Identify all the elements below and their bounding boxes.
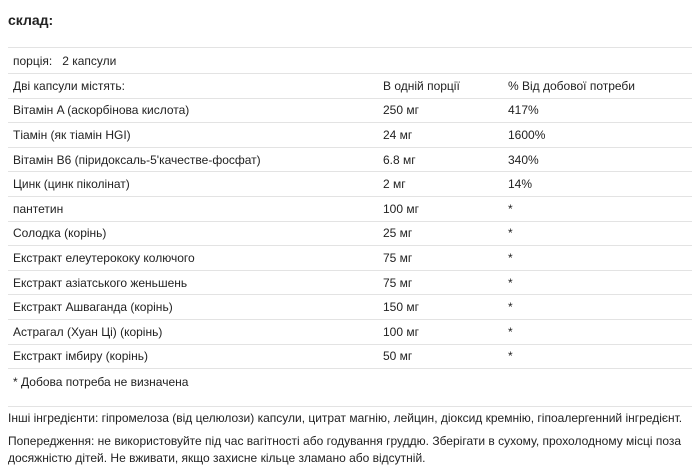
ingredient-daily-value: *	[508, 250, 513, 265]
table-row	[8, 295, 692, 320]
ingredient-daily-value: *	[508, 226, 513, 241]
ingredient-amount: 24 мг	[383, 127, 413, 142]
table-row	[8, 197, 692, 222]
ingredient-name: Астрагал (Хуан Ці) (корінь)	[13, 324, 163, 339]
ingredient-amount: 25 мг	[383, 226, 413, 241]
ingredient-amount: 250 мг	[383, 103, 419, 118]
page-title: склад:	[8, 12, 54, 28]
table-body	[8, 99, 692, 370]
serving-size-label: порція:	[13, 53, 53, 68]
ingredient-daily-value: 417%	[508, 103, 539, 118]
table-header-row	[8, 74, 692, 99]
other-ingredients: Інші інгредієнти: гіпромелоза (від целюлози) капсули, цитрат магнію, лейцин, діоксид кремнію, гіпоалергенний інгредієнт.	[8, 406, 692, 425]
ingredient-daily-value: 1600%	[508, 127, 546, 142]
ingredient-amount: 150 мг	[383, 300, 419, 315]
ingredient-name: пантетин	[13, 201, 64, 216]
warning-text: Попередження: не використовуйте під час вагітності або годування груддю. Зберігати в сухому, прохолодному місці поза досяжністю дітей. Не вживати, якщо захисне кільце зламано або відсутній.	[8, 434, 682, 465]
ingredient-name: Вітамін A (аскорбінова кислота)	[13, 103, 190, 118]
ingredient-daily-value: *	[508, 201, 513, 216]
ingredient-daily-value: 14%	[508, 177, 533, 192]
ingredient-daily-value: *	[508, 349, 513, 364]
ingredient-daily-value: 340%	[508, 152, 539, 167]
table-row	[8, 246, 692, 271]
header-ingredient: Дві капсули містять:	[13, 78, 125, 93]
ingredient-daily-value: *	[508, 300, 513, 315]
footnote: * Добова потреба не визначена	[13, 375, 189, 390]
ingredient-amount: 75 мг	[383, 275, 413, 290]
ingredient-name: Екстракт елеутерококу колючого	[13, 250, 195, 265]
ingredient-amount: 100 мг	[383, 324, 419, 339]
table-row	[8, 320, 692, 345]
serving-size-value: 2 капсули	[62, 53, 117, 68]
table-row	[8, 345, 692, 370]
ingredient-daily-value: *	[508, 275, 513, 290]
header-daily-value: % Від добової потреби	[508, 78, 636, 93]
header-amount: В одній порції	[383, 78, 460, 93]
table-row	[8, 172, 692, 197]
ingredient-amount: 6.8 мг	[383, 152, 416, 167]
serving-size-row	[8, 48, 692, 74]
ingredient-name: Тіамін (як тіамін HGI)	[13, 127, 131, 142]
ingredient-name: Екстракт імбиру (корінь)	[13, 349, 148, 364]
ingredient-name: Солодка (корінь)	[13, 226, 107, 241]
ingredient-amount: 2 мг	[383, 177, 406, 192]
table-row	[8, 271, 692, 296]
ingredient-name: Екстракт азіатського женьшень	[13, 275, 188, 290]
table-row	[8, 148, 692, 173]
table-row	[8, 99, 692, 124]
ingredient-name: Цинк (цинк піколінат)	[13, 177, 130, 192]
ingredient-amount: 100 мг	[383, 201, 419, 216]
ingredient-amount: 75 мг	[383, 250, 413, 265]
table-row	[8, 123, 692, 148]
ingredient-daily-value: *	[508, 324, 513, 339]
table-row	[8, 222, 692, 247]
ingredient-amount: 50 мг	[383, 349, 413, 364]
supplement-facts-table	[8, 47, 692, 395]
ingredient-name: Вітамін B6 (піридоксаль-5'качестве-фосфат)	[13, 152, 261, 167]
ingredient-name: Екстракт Ашваганда (корінь)	[13, 300, 173, 315]
